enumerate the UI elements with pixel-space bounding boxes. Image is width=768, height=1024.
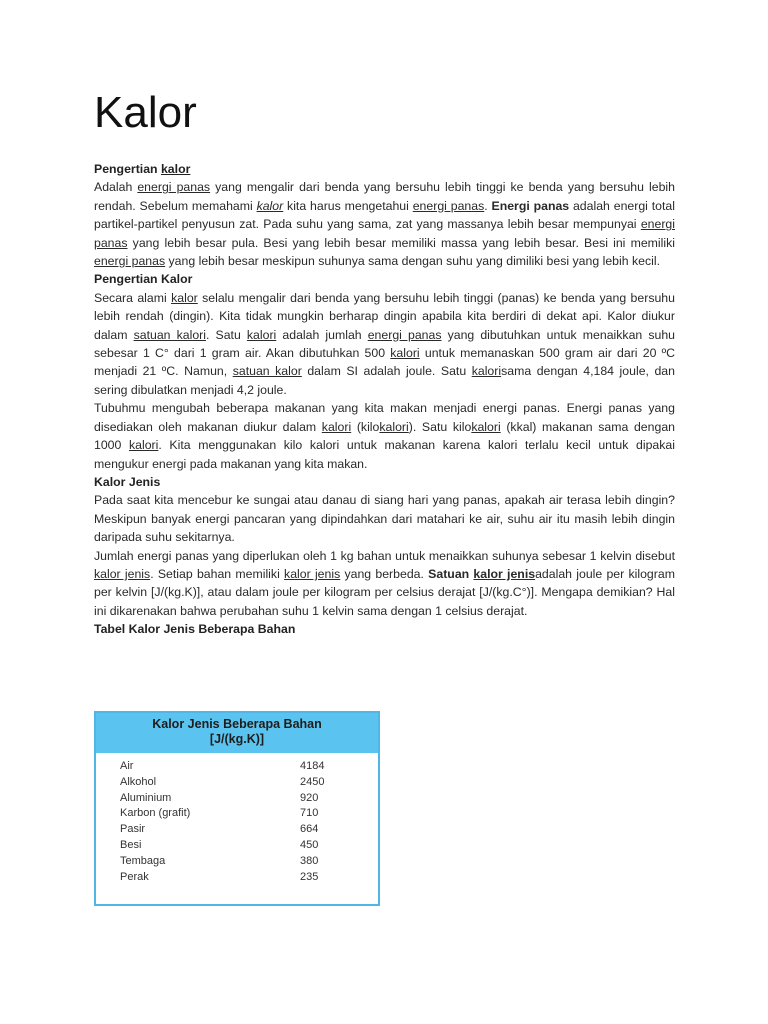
material-name: Perak bbox=[120, 870, 149, 883]
section-heading-kalor-jenis: Kalor Jenis bbox=[94, 474, 161, 489]
link-satuan-kalor[interactable]: satuan kalor bbox=[232, 364, 302, 379]
paragraph-food-energy: Tubuhmu mengubah beberapa makanan yang kita makan menjadi energi panas. Energi panas yang disediakan oleh makanan diukur dalam kalori (kilokalori). Satu kilokalori (kkal) makanan sama dengan 1000 kalori. Kita menggunakan kilo kalori untuk makanan karena kalori terlalu kecil untuk dipakai mengukur energi pada makanan yang kita makan. bbox=[94, 401, 675, 471]
material-value: 664 bbox=[300, 823, 319, 836]
link-kalor-jenis[interactable]: kalor jenis bbox=[473, 566, 536, 581]
link-kalori[interactable]: kalori bbox=[128, 438, 159, 453]
material-name: Aluminium bbox=[120, 791, 172, 804]
link-kalor[interactable]: kalor bbox=[171, 290, 198, 305]
material-name: Pasir bbox=[120, 823, 146, 836]
link-kalori[interactable]: kalori bbox=[379, 419, 409, 434]
table-row bbox=[120, 854, 378, 870]
material-value: 235 bbox=[300, 870, 319, 883]
material-name: Besi bbox=[120, 838, 142, 851]
table-row bbox=[120, 791, 378, 807]
paragraph-definition: Adalah energi panas yang mengalir dari benda yang bersuhu lebih tinggi ke benda yang bersuhu lebih rendah. Sebelum memahami kalor kita harus mengetahui energi panas. Energi panas adalah energi total partikel-partikel penyusun zat. Pada suhu yang sama, zat yang massanya lebih besar mempunyai energi panas yang lebih besar pula. Besi yang lebih besar memiliki massa yang lebih besar. Besi ini memiliki energi panas yang lebih besar meskipun suhunya sama dengan suhu yang dimiliki besi yang lebih kecil. bbox=[94, 180, 675, 269]
table-row bbox=[120, 806, 378, 822]
table-heading: Tabel Kalor Jenis Beberapa Bahan bbox=[94, 622, 296, 637]
table-header-title: Kalor Jenis Beberapa Bahan bbox=[152, 717, 322, 731]
paragraph-specific-heat: Jumlah energi panas yang diperlukan oleh 1 kg bahan untuk menaikkan suhunya sebesar 1 kelvin disebut kalor jenis. Setiap bahan memiliki kalor jenis yang berbeda. Satuan kalor jenisadalah joule per kilogram per kelvin [J/(kg.K)], atau dalam joule per kilogram per celsius derajat [J/(kg.C°)]. Mengapa demikian? Hal ini dikarenakan bahwa perubahan suhu 1 kelvin sama dengan 1 celsius derajat. bbox=[94, 548, 675, 618]
material-value: 710 bbox=[300, 807, 319, 820]
link-kalori[interactable]: kalori bbox=[471, 364, 502, 379]
link-kalor-jenis[interactable]: kalor jenis bbox=[284, 566, 341, 581]
link-energi-panas[interactable]: energi panas bbox=[94, 217, 675, 250]
material-name: Air bbox=[120, 760, 134, 772]
material-value: 2450 bbox=[300, 775, 325, 788]
material-value: 920 bbox=[300, 791, 319, 804]
document-body bbox=[94, 160, 675, 639]
link-kalori[interactable]: kalori bbox=[390, 346, 420, 361]
table-row bbox=[120, 759, 378, 775]
table-header bbox=[96, 713, 378, 753]
table-rows bbox=[96, 753, 378, 885]
table-row bbox=[120, 822, 378, 838]
material-value: 380 bbox=[300, 854, 319, 867]
link-energi-panas[interactable]: energi panas bbox=[367, 327, 442, 342]
page-title: Kalor bbox=[94, 88, 197, 137]
material-name: Tembaga bbox=[120, 854, 166, 867]
section-heading-pengertian-kalor-2: Pengertian Kalor bbox=[94, 272, 193, 287]
material-name: Karbon (grafit) bbox=[120, 807, 191, 820]
table-row bbox=[120, 838, 378, 854]
link-kalor[interactable]: kalor bbox=[256, 198, 284, 213]
paragraph-kalor-flow: Secara alami kalor selalu mengalir dari benda yang bersuhu lebih tinggi (panas) ke benda yang bersuhu lebih rendah (dingin). Kita tidak mungkin berharap dingin apabila kita berdiri di dekat api. Kalor diukur dalam satuan kalori. Satu kalori adalah jumlah energi panas yang dibutuhkan untuk menaikkan suhu sebesar 1 C° dari 1 gram air. Akan dibutuhkan 500 kalori untuk memanaskan 500 gram air dari 20 ºC menjadi 21 ºC. Namun, satuan kalor dalam SI adalah joule. Satu kalorisama dengan 4,184 joule, dan sering dibulatkan menjadi 4,2 joule. bbox=[94, 290, 675, 397]
bold-energi-panas: Energi panas bbox=[491, 198, 570, 213]
table-header-unit: [J/(kg.K)] bbox=[209, 732, 265, 746]
paragraph-river: Pada saat kita mencebur ke sungai atau danau di siang hari yang panas, apakah air terasa lebih dingin? Meskipun banyak energi pancaran yang dipindahkan dari matahari ke air, suhu air itu masih lebih dingin daripada suhu sekitarnya. bbox=[94, 493, 675, 545]
specific-heat-table bbox=[94, 711, 380, 906]
section-heading-pengertian-kalor-1: Pengertian kalor bbox=[94, 162, 191, 176]
material-value: 450 bbox=[300, 838, 319, 851]
link-kalor-jenis[interactable]: kalor jenis bbox=[94, 566, 151, 581]
link-kalori[interactable]: kalori bbox=[321, 419, 352, 434]
link-satuan-kalori[interactable]: satuan kalori bbox=[133, 327, 206, 342]
link-energi-panas[interactable]: energi panas bbox=[94, 254, 166, 269]
material-value: 4184 bbox=[300, 760, 325, 772]
table-row bbox=[120, 870, 378, 886]
material-name: Alkohol bbox=[120, 775, 157, 788]
link-kalori[interactable]: kalori bbox=[246, 327, 277, 342]
link-kalori[interactable]: kalori bbox=[471, 419, 501, 434]
link-energi-panas[interactable]: energi panas bbox=[412, 198, 485, 213]
table-row bbox=[120, 775, 378, 791]
link-kalor[interactable]: kalor bbox=[160, 162, 191, 176]
link-energi-panas[interactable]: energi panas bbox=[137, 180, 211, 195]
